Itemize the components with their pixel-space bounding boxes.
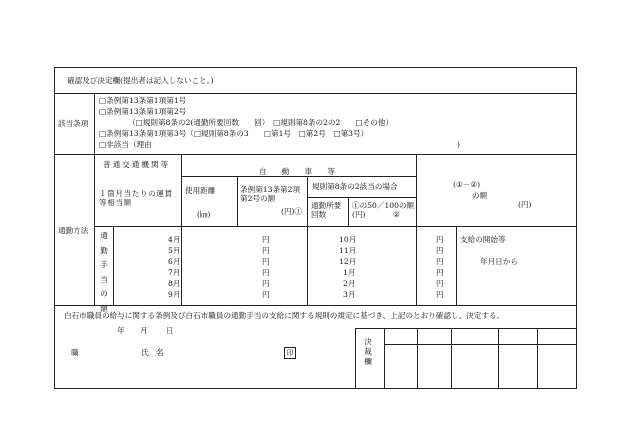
divider: [94, 93, 95, 305]
month-right: 12月: [339, 257, 357, 266]
month-left: 5月: [168, 246, 181, 255]
clause-label: 該当条項: [58, 119, 89, 128]
yen-mark: 円: [436, 268, 444, 277]
yen-mark: 円: [262, 257, 270, 266]
divider: [348, 197, 349, 226]
year-label: 年: [117, 326, 125, 335]
close-paren: ): [457, 140, 460, 149]
divider: [307, 197, 416, 198]
approval-label: 決裁欄: [364, 337, 372, 366]
day-label: 日: [166, 326, 174, 335]
divider: [237, 176, 238, 226]
yen-mark: 円: [436, 279, 444, 288]
yen-mark: 円: [436, 257, 444, 266]
start-label: 支給の開始等: [460, 235, 506, 244]
month-left: 6月: [168, 257, 181, 266]
month-left: 8月: [168, 279, 181, 288]
divider: [181, 154, 182, 305]
divider: [94, 226, 577, 227]
divider: [416, 154, 417, 305]
yen-mark: 円: [436, 246, 444, 255]
circle-two: ②: [393, 210, 400, 219]
diff-yen: (円): [518, 200, 532, 209]
month-right: 1月: [343, 268, 356, 277]
public-transit-header: 普通交通機関等: [103, 160, 171, 169]
month-left: 7月: [168, 268, 181, 277]
statement: 白石市職員の給与に関する条例及び白石市職員の通勤手当の支給に関する規則の規定に基づき、上記のとおり確認し、決定する。: [64, 311, 505, 320]
art13-unit: (円)①: [281, 207, 303, 216]
divider: [113, 226, 114, 305]
diff-amount-label: の額: [472, 191, 488, 200]
divider: [384, 328, 385, 389]
month-right: 11月: [339, 246, 357, 255]
monthly-amount-label: １箇月当たりの運賃等相当額: [99, 189, 173, 208]
divider: [54, 305, 577, 306]
divider: [417, 328, 418, 389]
divider: [451, 328, 452, 389]
month-right: 3月: [343, 290, 356, 299]
divider: [355, 328, 356, 389]
clause-line: □条例第13条第1項第2号: [99, 107, 187, 116]
yen-mark: 円: [436, 290, 444, 299]
distance-label: 使用距離: [185, 186, 216, 195]
clause-line: （□規則第8条の2(通勤所要回数 回） □規則第8条の2の2 □その他）: [128, 118, 394, 127]
name-label: 氏 名: [141, 348, 164, 357]
commute-method-label: 通勤方法: [58, 226, 89, 235]
divider: [307, 176, 308, 305]
divider: [498, 328, 499, 389]
month-right: 10月: [339, 235, 357, 244]
rule8-label: 規則第8条の2該当の場合: [312, 182, 398, 191]
month-left: 9月: [168, 290, 181, 299]
distance-unit: (㎞): [197, 210, 211, 219]
divider: [537, 328, 538, 389]
divider: [355, 328, 577, 329]
clause-line: □非該当（理由: [99, 140, 152, 149]
yen-mark: 円: [262, 268, 270, 277]
month-label: 月: [140, 326, 148, 335]
yen-mark: 円: [262, 246, 270, 255]
allowance-vertical-label: 通勤手当の額: [100, 231, 108, 313]
form-header: 確認及び決定欄(提出者は記入しないこと。): [67, 76, 214, 85]
month-right: 2月: [343, 279, 356, 288]
yen-mark: 円: [436, 235, 444, 244]
post-label: 職: [71, 348, 79, 357]
seal-mark: 印: [284, 347, 296, 359]
start-date: 年月日から: [480, 257, 518, 266]
car-header: 自 動 車 等: [259, 167, 335, 176]
commute-count-label: 通勤所要回数: [311, 201, 342, 220]
yen-mark: 円: [262, 290, 270, 299]
yen-mark: 円: [262, 235, 270, 244]
yen-mark: 円: [262, 279, 270, 288]
month-left: 4月: [168, 235, 181, 244]
art13-label: 条例第13条第2項第2号の額: [240, 185, 301, 204]
divider: [384, 344, 577, 345]
diff-label: (①－②): [453, 180, 481, 189]
divider: [54, 93, 577, 94]
divider: [54, 154, 577, 155]
divider: [456, 226, 457, 305]
clause-line: □条例第13条第1項第3号（□規則第8条の3 □第1号 □第2号 □第3号）: [99, 129, 369, 138]
ratio-label: ①の50／100の額(円): [352, 201, 415, 220]
clause-line: □条例第13条第1項第1号: [99, 96, 187, 105]
